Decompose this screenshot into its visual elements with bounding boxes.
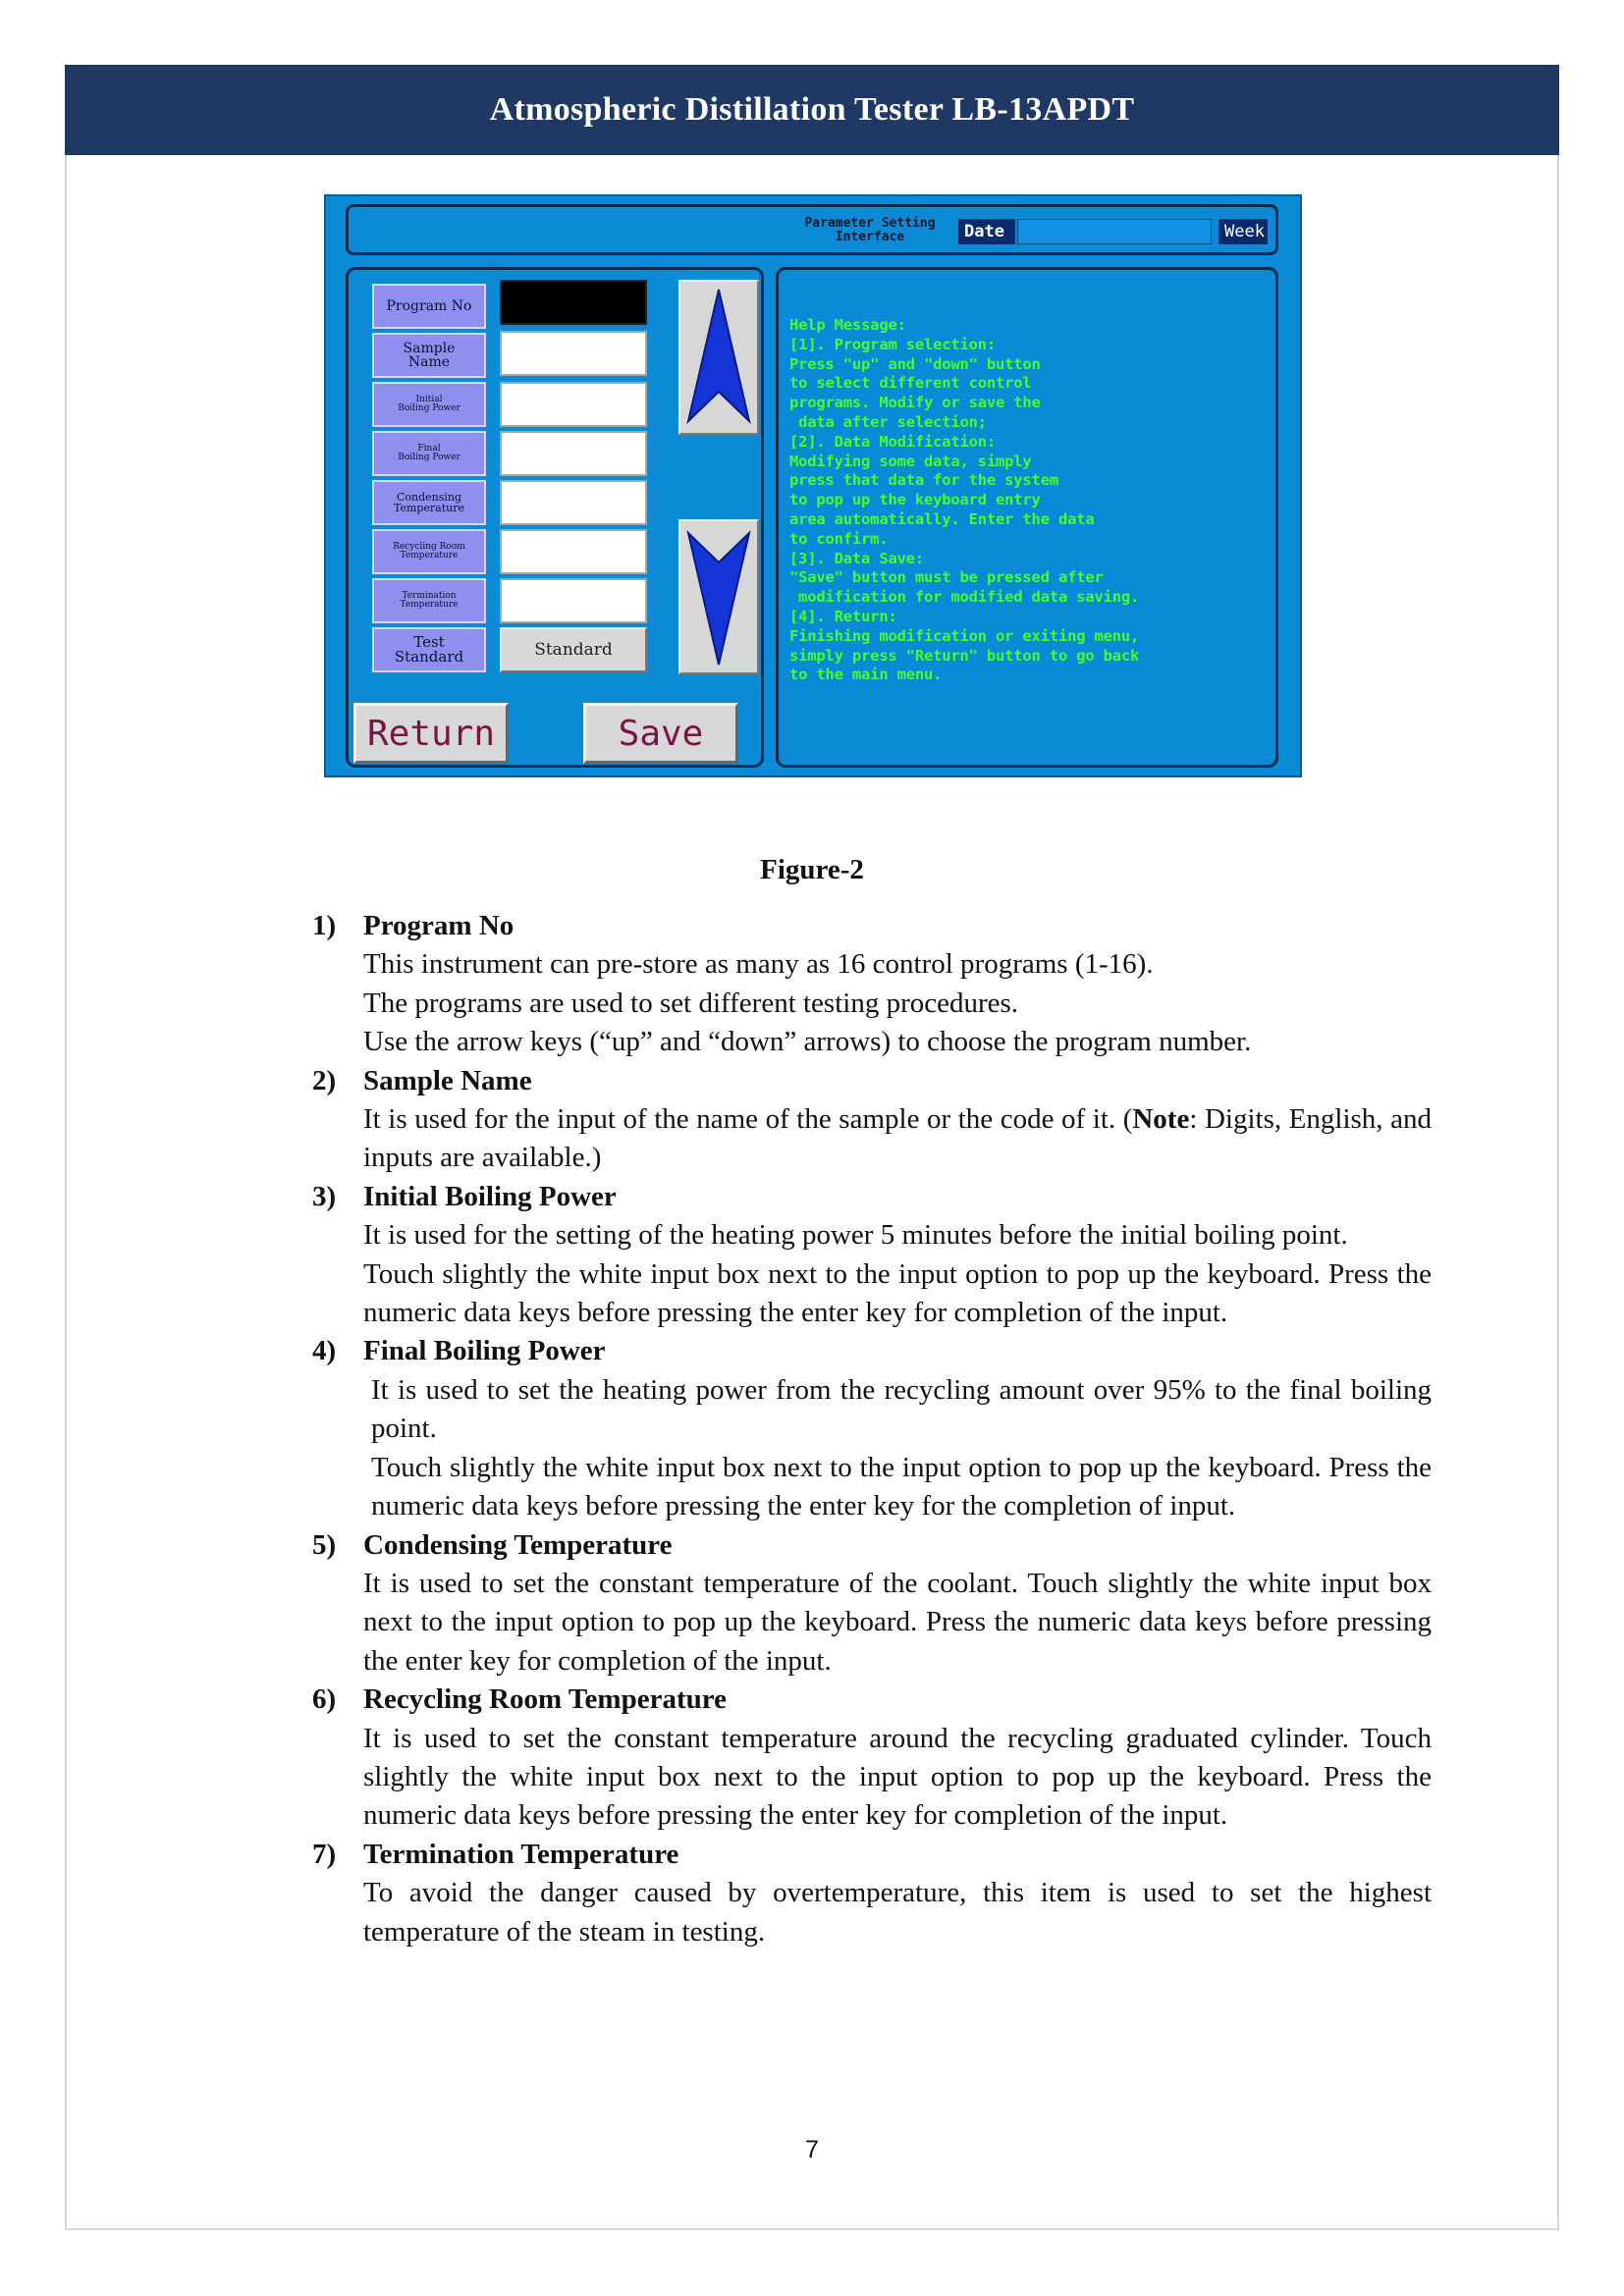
item-heading [312,907,1432,945]
page-title: Atmospheric Distillation Tester LB-13APDT [489,91,1135,128]
item-paragraph: This instrument can pre-store as many as 16 control programs (1-16). [363,948,1154,981]
item-paragraph: It is used to set the constant temperature around the recycling graduated cylinder. Touch slightly the white input box next to the input option to pop up the keyboard. Press the numeric data keys before pressing the enter key for completion of the input. [363,1722,1432,1832]
item-paragraph: To avoid the danger caused by overtemperature, this item is used to set the highest temperature of the steam in testing. [363,1877,1432,1948]
item-title: Condensing Temperature [363,1528,673,1561]
date-field [1017,219,1212,244]
label-text: Temperature [400,551,459,561]
label-text: Name [407,354,451,370]
condensing-temperature-input[interactable] [500,480,647,525]
paragraph-text: It is used for the input of the name of the sample or the code of it. ( [363,1103,1133,1136]
item-number: 1) [312,910,337,941]
screen-title [784,217,956,244]
help-message: Help Message: [1]. Program selection: Press "up" and "down" button to select different control programs. Modify or save the data after selection; [2]. Data Modification: Modifying some data, simply press that data for the system to pop up the keyboard entry area automatically. Enter the data to confirm. [3]. Data Save: "Save" button must be pressed after modification for modified data saving. [4]. Return: Finishing modification or exiting menu, simply press "Return" button to go back to the main menu. [789,316,1140,684]
page-header [65,65,1559,155]
label-text: Boiling Power [398,453,460,462]
termination-temperature-input[interactable] [500,578,647,623]
item-title: Initial Boiling Power [363,1180,617,1212]
item-title: Program No [363,910,514,941]
label-text: Temperature [400,600,459,610]
figure-caption: Figure-2 [760,854,864,885]
label-text: Test [413,633,445,651]
item-heading [312,1526,1432,1565]
item-number: 2) [312,1064,337,1096]
item-paragraph: It is used to set the heating power from the recycling amount over 95% to the final boiling point. [371,1373,1432,1445]
save-button[interactable]: Save [583,703,738,764]
final-boiling-power-input[interactable] [500,431,647,476]
item-paragraph: Touch slightly the white input box next to the input option to pop up the keyboard. Press the numeric data keys before pressing the enter key for the completion of input. [371,1451,1432,1522]
sample-name-input[interactable] [500,331,647,376]
item-title: Final Boiling Power [363,1335,606,1367]
date-label: Date [958,219,1015,244]
paragraph-text: : Digits, English, and inputs are available.) [363,1103,1432,1174]
label-text: Recycling Room [393,542,465,552]
initial-boiling-power-input[interactable] [500,382,647,427]
note-label: Note [1132,1103,1190,1136]
screen-title-line1: Parameter Setting [804,216,936,231]
label-text: Boiling Power [398,403,460,413]
label-test-standard [372,627,486,672]
label-sample-name [372,333,486,378]
parameter-setting-screen [324,194,1302,777]
item-paragraph: Touch slightly the white input box next to the input option to pop up the keyboard. Press the numeric data keys before pressing the enter key for completion of the input. [363,1257,1432,1329]
item-number: 3) [312,1180,337,1212]
item-heading [312,1836,1432,1874]
label-text: Termination [402,591,457,601]
description-list [312,907,1432,1951]
item-paragraph: It is used to set the constant temperature of the coolant. Touch slightly the white input box next to the input option to pop up the keyboard. Press the numeric data keys before pressing the enter key for completion of the input. [363,1567,1432,1677]
item-heading [312,1062,1432,1100]
item-paragraph [363,1100,1432,1178]
up-arrow-button[interactable] [678,280,759,435]
label-text: Condensing [396,491,462,504]
item-heading [312,1681,1432,1719]
up-arrow-icon [680,282,757,433]
label-final-boiling-power [372,431,486,476]
item-title: Recycling Room Temperature [363,1683,727,1716]
parameter-panel [346,267,764,768]
item-number: 6) [312,1683,337,1716]
return-button[interactable]: Return [353,703,509,764]
label-text: Standard [394,648,464,666]
item-paragraph: It is used for the setting of the heating power 5 minutes before the initial boiling point. [363,1219,1348,1252]
item-number: 7) [312,1838,337,1870]
label-termination-temperature [372,578,486,623]
item-number: 5) [312,1528,337,1561]
label-recycling-room-temperature [372,529,486,574]
standard-button[interactable]: Standard [500,627,647,672]
item-paragraph: The programs are used to set different testing procedures. [363,987,1019,1019]
label-text: Initial [415,395,443,404]
item-heading [312,1178,1432,1216]
item-heading [312,1332,1432,1370]
recycling-room-temperature-input[interactable] [500,529,647,574]
label-program-no [372,284,486,329]
down-arrow-button[interactable] [678,519,759,674]
label-text: Sample [403,341,456,356]
label-initial-boiling-power [372,382,486,427]
label-text: Final [417,444,441,454]
label-text: Program No [386,298,472,314]
item-title: Termination Temperature [363,1838,679,1870]
week-label: Week [1218,219,1268,244]
item-paragraph: Use the arrow keys (“up” and “down” arrows) to choose the program number. [363,1026,1252,1058]
screen-top-bar [346,204,1278,255]
program-no-input[interactable] [500,280,647,325]
item-title: Sample Name [363,1064,532,1096]
screen-title-line2: Interface [835,230,905,244]
label-condensing-temperature [372,480,486,525]
item-number: 4) [312,1335,337,1367]
down-arrow-icon [680,521,757,672]
page-number: 7 [805,2136,819,2163]
label-text: Temperature [393,502,465,514]
